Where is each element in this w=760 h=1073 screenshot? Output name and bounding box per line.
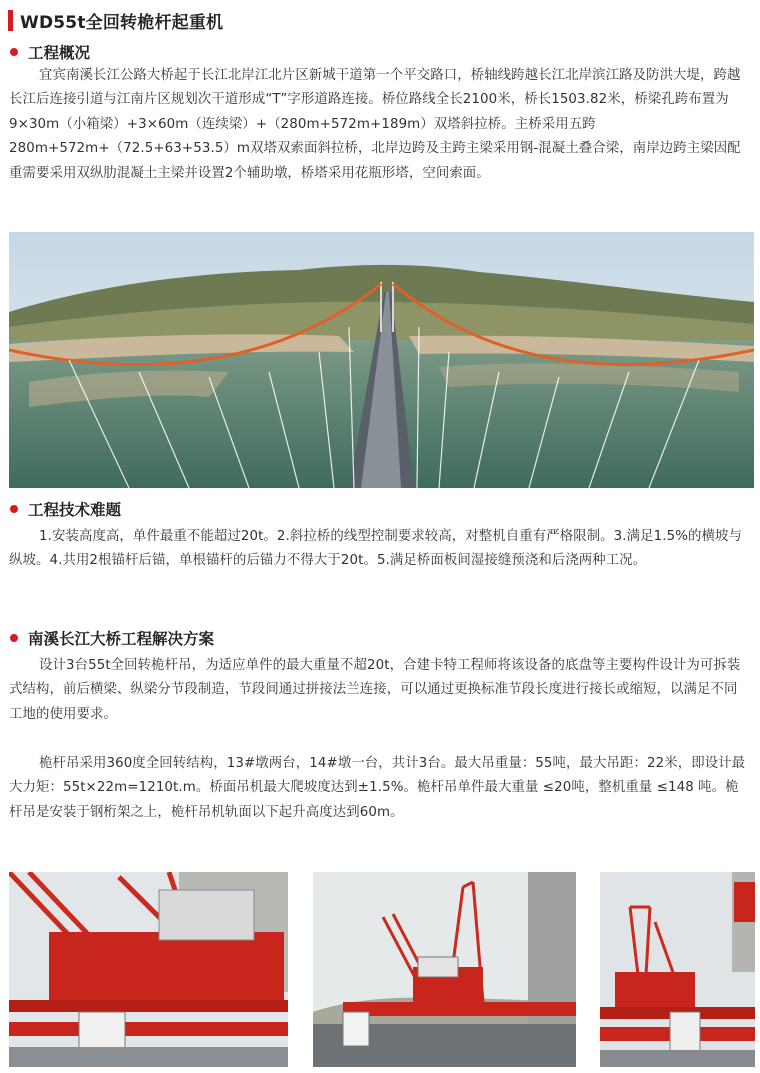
section-heading-solution [10, 627, 214, 649]
overview-paragraph: 宜宾南溪长江公路大桥起于长江北岸江北片区新城干道第一个平交路口，桥轴线跨越长江北岸滨江路及防洪大堤，跨越长江后连接引道与江南片区规划次干道形成“T”字形道路连接。桥位路线全长2100米，桥长1503.82米，桥梁孔跨布置为9×30m（小箱梁）+3×60m（连续梁）+（280m+572m+189m）双塔斜拉桥。主桥采用五跨280m+572m+（72.5+63+53.5）m双塔双索面斜拉桥，北岸边跨及主跨主梁采用钢-混凝土叠合梁，南岸边跨主梁因配重需要采用双纵肋混凝土主梁并设置2个辅助墩，桥塔采用花瓶形塔，空间索面。 [9, 68, 741, 181]
section-heading-difficulties [10, 498, 121, 520]
section-heading-overview [10, 41, 90, 63]
page-title-bar [8, 9, 223, 31]
section-title: 工程技术难题 [28, 501, 122, 519]
difficulties-paragraph: 1.安装高度高，单件最重不能超过20t。2.斜拉桥的线型控制要求较高，对整机自重有严格限制。3.满足1.5%的横坡与纵坡。4.共用2根锚杆后锚，单根锚杆的后锚力不得大于20t。5.满足桥面板间湿接缝预浇和后浇两种工况。 [9, 529, 743, 569]
crane-photo-3 [600, 872, 755, 1067]
title-accent-bar [8, 10, 13, 31]
crane-photo-2 [313, 872, 576, 1067]
bullet-icon [10, 48, 18, 56]
solution-paragraph-2: 桅杆吊采用360度全回转结构，13#墩两台，14#墩一台，共计3台。最大吊重量：55吨，最大吊距：22米，即设计最大力矩：55t×22m=1210t.m。桥面吊机最大爬坡度达到±1.5%。桅杆吊单件最大重量 ≤20吨，整机重量 ≤148 吨。桅杆吊是安装于钢桁架之上，桅杆吊机轨面以下起升高度达到60m。 [9, 756, 746, 820]
section-title: 南溪长江大桥工程解决方案 [28, 630, 215, 648]
bullet-icon [10, 634, 18, 642]
crane-photo-1 [9, 872, 288, 1067]
solution-paragraph-1: 设计3台55t全回转桅杆吊，为适应单件的最大重量不超20t，合建卡特工程师将该设备的底盘等主要构件设计为可拆装式结构，前后横梁、纵梁分节段制造，节段间通过拼接法兰连接，可以通过更换标准节段长度进行接长或缩短，以满足不同工地的使用要求。 [9, 658, 741, 722]
page-title: WD55t全回转桅杆起重机 [20, 12, 224, 33]
bridge-aerial-photo [9, 232, 754, 488]
section-title: 工程概况 [28, 44, 91, 62]
bullet-icon [10, 505, 18, 513]
